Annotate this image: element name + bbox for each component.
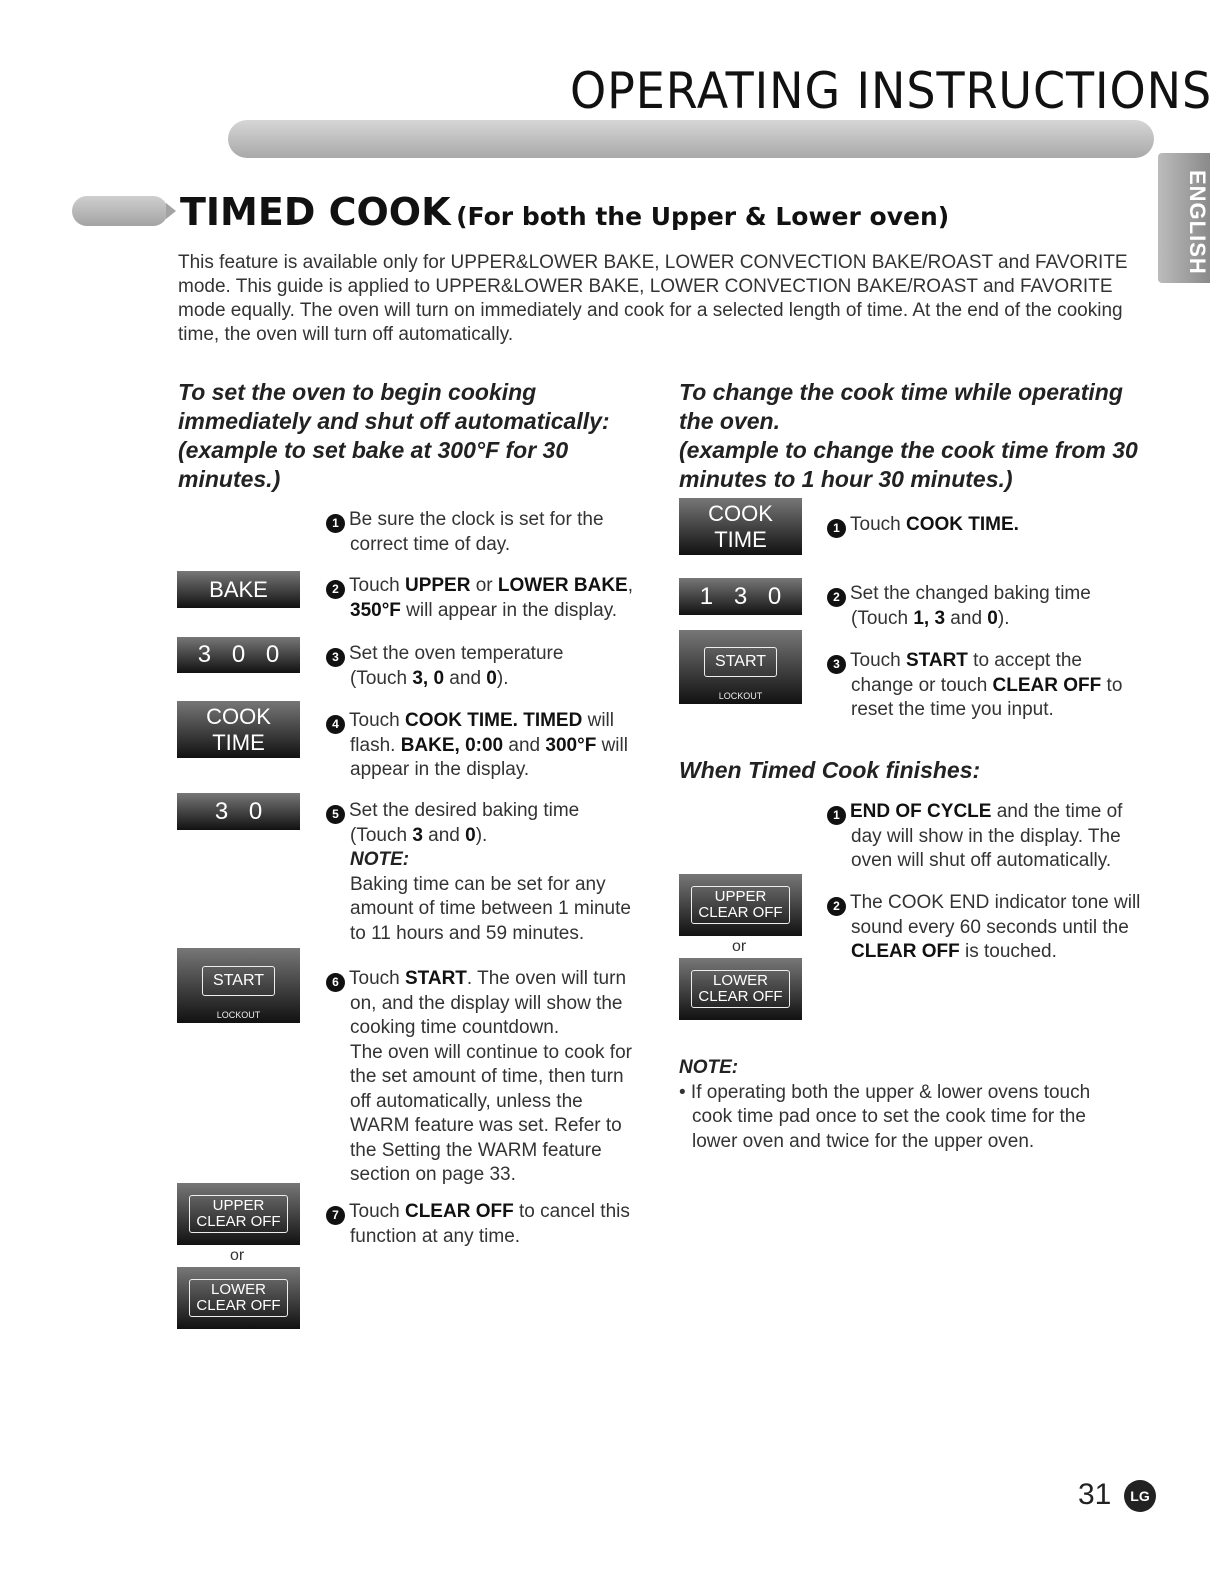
header-decorative-bar xyxy=(228,120,1154,158)
step-text: day will show in the display. The xyxy=(851,825,1121,847)
step-text: Touch xyxy=(850,650,906,671)
step-number: 2 xyxy=(827,897,846,916)
step-keyword: 3 xyxy=(934,607,946,629)
step-text: (Touch xyxy=(851,607,914,629)
step-keyword: START xyxy=(905,650,968,671)
right-heading-line: the oven. xyxy=(679,408,780,434)
page-number: 31 xyxy=(1078,1478,1112,1511)
section-title-sub: (For both the Upper & Lower oven) xyxy=(456,202,950,231)
step-text: cooking time countdown. xyxy=(350,1017,560,1039)
left-heading-line: (example to set bake at 300°F for 30 xyxy=(178,437,569,463)
right-heading-line: minutes to 1 hour 30 minutes.) xyxy=(679,466,1013,492)
right-step-2 xyxy=(827,582,1167,631)
key-label xyxy=(189,1195,287,1233)
step-text: the set amount of time, then turn xyxy=(350,1066,624,1088)
step-text: appear in the display. xyxy=(350,759,530,781)
or-label: or xyxy=(732,938,747,955)
key-label: TIME xyxy=(714,526,767,552)
step-text: (Touch xyxy=(350,667,413,689)
left-step-2 xyxy=(326,574,666,623)
step-number: 2 xyxy=(326,580,345,599)
note-label: NOTE: xyxy=(350,849,410,871)
step-text: to cancel this xyxy=(513,1201,630,1222)
step-number: 3 xyxy=(827,655,846,674)
step-text: (Touch xyxy=(350,824,413,846)
step-text: flash. xyxy=(350,734,401,756)
step-number: 3 xyxy=(326,648,345,667)
step-number: 1 xyxy=(827,519,846,538)
step-text: reset the time you input. xyxy=(851,699,1054,721)
left-heading-line: immediately and shut off automatically: xyxy=(178,408,610,434)
note-text: to 11 hours and 59 minutes. xyxy=(350,922,585,944)
step-text: to xyxy=(1101,674,1123,696)
finish-step-2 xyxy=(827,891,1172,965)
right-step-1 xyxy=(827,513,1167,538)
key-label xyxy=(691,970,789,1008)
step-line xyxy=(326,734,666,759)
step-text: Touch xyxy=(850,514,906,535)
step-text: . The oven will turn xyxy=(466,968,627,989)
step-keyword: 350°F xyxy=(350,599,401,621)
key-label: COOK xyxy=(206,703,271,729)
step-keyword: LOWER BAKE xyxy=(497,575,628,596)
step-keyword: 3, xyxy=(412,667,429,689)
step-text: Touch xyxy=(349,575,405,596)
step-keyword: 0 xyxy=(433,667,445,689)
key-label-line: CLEAR OFF xyxy=(698,904,783,921)
step-keyword: CLEAR OFF xyxy=(992,674,1102,696)
step-keyword: START xyxy=(404,968,467,989)
step-text: oven will shut off automatically. xyxy=(851,850,1112,872)
lower-clear-off-key xyxy=(679,958,802,1020)
key-label: START xyxy=(202,966,275,996)
page-header-title: OPERATING INSTRUCTIONS xyxy=(570,62,1213,120)
step-number: 6 xyxy=(326,973,345,992)
key-label-line: UPPER xyxy=(714,888,767,905)
right-heading-line: (example to change the cook time from 30 xyxy=(679,437,1138,463)
step-text: will appear in the display. xyxy=(400,599,618,621)
section-marker xyxy=(72,196,168,226)
step-text: will xyxy=(596,734,628,756)
left-heading xyxy=(178,378,658,494)
step-keyword: CLEAR OFF xyxy=(404,1201,514,1222)
step-line xyxy=(827,607,1167,632)
step-text: Set the desired baking time xyxy=(349,800,580,821)
key-label-line: CLEAR OFF xyxy=(196,1213,281,1230)
step-text: is touched. xyxy=(959,941,1057,963)
lower-clear-off-key xyxy=(177,1267,300,1329)
step-text: The oven will continue to cook for xyxy=(350,1041,632,1063)
step-text: and xyxy=(503,734,546,756)
or-label: or xyxy=(230,1247,245,1264)
step-text: off automatically, unless the xyxy=(350,1090,583,1112)
step-text: change or touch xyxy=(851,674,993,696)
step-keyword: 1, xyxy=(913,607,930,629)
intro-paragraph: This feature is available only for UPPER&LOWER BAKE, LOWER CONVECTION BAKE/ROAST and FAVORITE mode. This guide is applied to UPPER&LOWER BAKE, LOWER CONVECTION BAKE/ROAST and FAVORITE mode equally. The oven will turn on immediately and cook for a selected length of time. At the end of the cooking time, the oven will turn off automatically. xyxy=(178,252,1128,345)
note-text: amount of time between 1 minute xyxy=(350,898,631,920)
digits-130-key xyxy=(679,578,802,615)
step-text: the Setting the WARM feature xyxy=(350,1139,602,1161)
cook-time-key xyxy=(177,701,300,758)
start-key xyxy=(679,630,802,704)
key-label xyxy=(189,1279,287,1317)
step-text: ). xyxy=(997,607,1010,629)
step-text: WARM feature was set. Refer to xyxy=(350,1115,622,1137)
left-step-7 xyxy=(326,1200,666,1249)
finish-heading: When Timed Cook finishes: xyxy=(679,757,981,783)
step-text: and xyxy=(422,824,466,846)
step-text: ). xyxy=(496,667,509,689)
section-title xyxy=(180,190,949,234)
step-number: 1 xyxy=(326,514,345,533)
key-label: TIME xyxy=(212,729,265,755)
left-heading-line: minutes.) xyxy=(178,466,281,492)
key-label: 1 3 0 xyxy=(699,582,782,610)
right-heading xyxy=(679,378,1179,494)
key-label-line: LOWER xyxy=(712,972,768,989)
step-text: section on page 33. xyxy=(350,1164,516,1186)
left-heading-line: To set the oven to begin cooking xyxy=(178,379,537,405)
step-text: , xyxy=(627,575,634,596)
cook-time-key xyxy=(679,498,802,555)
step-keyword: END OF CYCLE xyxy=(850,801,992,822)
step-number: 4 xyxy=(326,715,345,734)
key-sublabel: LOCKOUT xyxy=(216,1010,261,1020)
note-text: Baking time can be set for any xyxy=(350,873,606,895)
digits-300-key: 3 0 0 xyxy=(177,637,300,673)
step-number: 7 xyxy=(326,1206,345,1225)
note-text: cook time pad once to set the cook time for the xyxy=(692,1106,1086,1127)
bake-key: BAKE xyxy=(177,571,300,608)
step-text: to accept the xyxy=(967,650,1082,671)
step-keyword: 0 xyxy=(486,667,497,689)
right-step-3 xyxy=(827,649,1167,723)
upper-clear-off-key xyxy=(177,1183,300,1245)
step-keyword: COOK TIME. xyxy=(905,514,1019,535)
digits-30-key xyxy=(177,793,300,830)
left-step-1 xyxy=(326,508,666,557)
step-keyword: COOK TIME. xyxy=(404,710,518,731)
right-note xyxy=(679,1056,1149,1154)
lg-logo-icon: LG xyxy=(1124,1480,1156,1512)
key-label-line: UPPER xyxy=(212,1197,265,1214)
step-text: Touch xyxy=(349,1201,405,1222)
step-keyword: BAKE, 0:00 xyxy=(400,734,504,756)
step-text: correct time of day. xyxy=(350,533,511,555)
step-keyword: 0 xyxy=(465,824,476,846)
step-keyword: UPPER xyxy=(404,575,471,596)
step-text: Be sure the clock is set for the xyxy=(349,509,604,530)
key-label: COOK xyxy=(708,500,773,526)
key-label xyxy=(691,886,789,924)
step-text: and the time of xyxy=(991,801,1123,822)
right-heading-line: To change the cook time while operating xyxy=(679,379,1123,405)
key-label-line: CLEAR OFF xyxy=(196,1297,281,1314)
key-sublabel: LOCKOUT xyxy=(718,691,763,701)
step-text: function at any time. xyxy=(350,1225,521,1247)
step-number: 2 xyxy=(827,588,846,607)
step-text: ). xyxy=(475,824,488,846)
step-text: Set the oven temperature xyxy=(349,643,564,664)
note-label: NOTE: xyxy=(679,1057,739,1078)
key-label-line: LOWER xyxy=(210,1281,266,1298)
step-text: Touch xyxy=(349,968,405,989)
step-text: or xyxy=(470,575,498,596)
step-keyword: CLEAR OFF xyxy=(851,941,960,963)
note-text: lower oven and twice for the upper oven. xyxy=(692,1130,1035,1152)
step-line xyxy=(326,599,666,624)
upper-clear-off-key xyxy=(679,874,802,936)
step-text: Touch xyxy=(349,710,405,731)
step-line xyxy=(326,824,666,849)
start-key xyxy=(177,948,300,1023)
left-step-4 xyxy=(326,709,666,783)
step-text: The COOK END indicator tone will xyxy=(850,892,1141,913)
note-text: • If operating both the upper & lower ovens touch xyxy=(679,1081,1091,1103)
step-keyword: 300°F xyxy=(545,734,597,756)
step-line xyxy=(827,940,1172,965)
step-text: sound every 60 seconds until the xyxy=(851,916,1129,938)
step-text: and xyxy=(945,607,988,629)
step-text: Set the changed baking time xyxy=(850,583,1091,604)
left-step-6 xyxy=(326,967,666,1188)
step-keyword: 3 xyxy=(412,824,423,846)
left-step-3 xyxy=(326,642,666,691)
step-keyword: 0 xyxy=(987,607,998,629)
section-title-main: TIMED COOK xyxy=(180,190,451,234)
key-label: START xyxy=(704,647,777,677)
step-line xyxy=(827,674,1167,699)
left-step-5 xyxy=(326,799,666,946)
step-text: will xyxy=(582,710,614,731)
step-number: 5 xyxy=(326,805,345,824)
step-line xyxy=(326,667,666,692)
language-tab: ENGLISH xyxy=(1158,153,1210,283)
finish-step-1 xyxy=(827,800,1167,874)
step-text: and xyxy=(444,667,487,689)
key-label-line: CLEAR OFF xyxy=(698,988,783,1005)
step-text: on, and the display will show the xyxy=(350,992,623,1014)
key-label: 3 0 xyxy=(214,797,263,825)
step-number: 1 xyxy=(827,806,846,825)
step-keyword: TIMED xyxy=(523,710,583,731)
